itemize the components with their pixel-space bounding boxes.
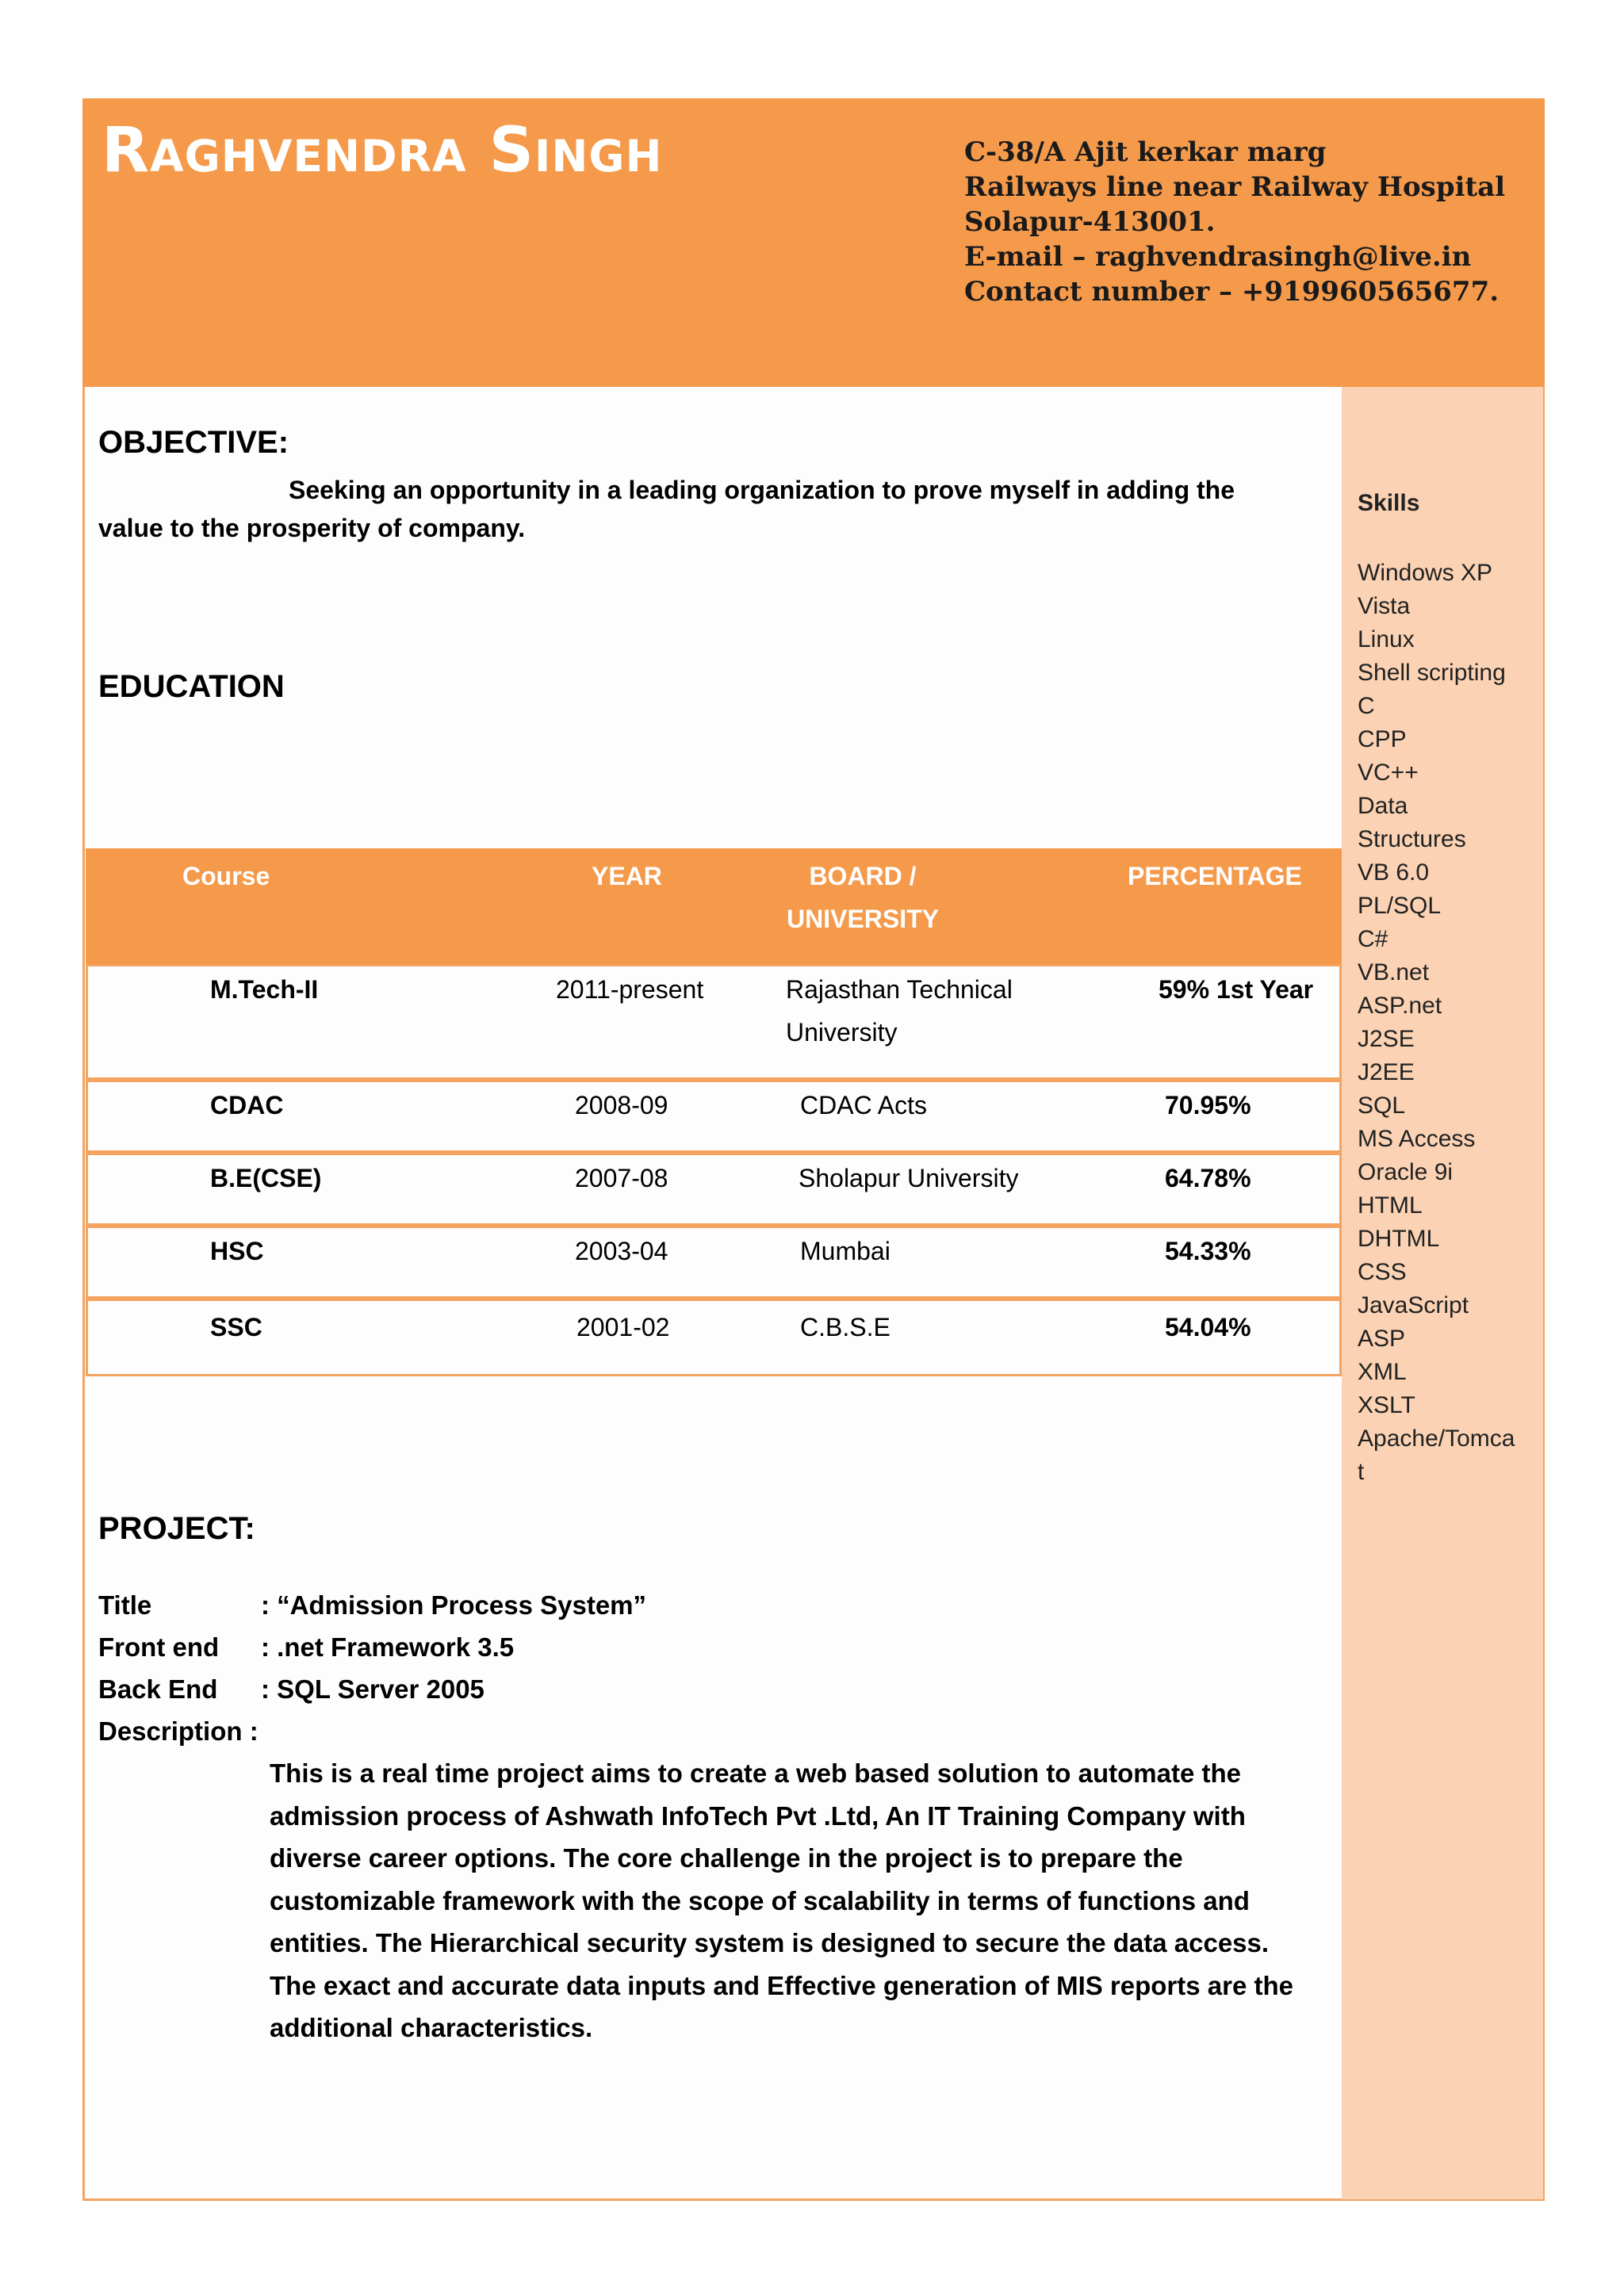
skill-item: Shell scripting (1358, 660, 1506, 686)
skill-item: XSLT (1358, 1392, 1415, 1418)
email-line: E-mail – raghvendrasingh@live.in (964, 241, 1472, 273)
skill-item: SQL (1358, 1093, 1406, 1119)
phone-line: Contact number – +919960565677. (964, 276, 1500, 308)
col-year: YEAR (592, 862, 662, 890)
project-description-label: Description (98, 1716, 243, 1746)
objective-text: Seeking an opportunity in a leading organization to prove myself in adding the value to the prosperity of company. (98, 476, 1235, 542)
project-description-text: This is a real time project aims to create a web based solution to automate the admission process of Ashwath InfoTech Pvt .Ltd, An IT Training Company with diverse career options. The core challenge in the project is to prepare the customizable framework with the scope of scalability in terms of functions and entities. The Hierarchical security system is designed to secure the data access. The exact and accurate data inputs and Effective generation of MIS reports are the additional characteristics. (270, 1758, 1293, 2042)
skill-item: J2SE (1358, 1026, 1415, 1052)
address-line-1: C-38/A Ajit kerkar marg (964, 136, 1327, 168)
skill-item: Structures (1358, 826, 1466, 852)
cell-course: M.Tech-II (210, 975, 319, 1004)
cell-course: HSC (210, 1237, 264, 1265)
cell-course: SSC (210, 1313, 262, 1341)
project-title-label: Title (98, 1590, 152, 1620)
project-heading: PROJECT: (98, 1511, 255, 1546)
skill-item: ASP (1358, 1326, 1406, 1352)
cell-percentage: 70.95% (1165, 1091, 1251, 1119)
cell-board: CDAC Acts (800, 1091, 928, 1119)
education-table-header (86, 848, 1342, 964)
project-backend-value: : SQL Server 2005 (261, 1674, 485, 1704)
skills-heading: Skills (1358, 490, 1420, 516)
candidate-name: Raghvendra Singh (102, 115, 663, 186)
cell-year: 2003-04 (575, 1237, 668, 1265)
cell-year: 2007-08 (575, 1164, 668, 1192)
col-percentage: PERCENTAGE (1128, 862, 1302, 890)
cell-percentage: 54.04% (1165, 1313, 1251, 1341)
cell-percentage: 54.33% (1165, 1237, 1251, 1265)
cell-percentage: 64.78% (1165, 1164, 1251, 1192)
project-frontend-label: Front end (98, 1632, 220, 1662)
skill-item: C# (1358, 926, 1388, 952)
cell-year: 2001-02 (576, 1313, 670, 1341)
table-row (86, 1299, 1342, 1376)
project-description-line (98, 1710, 646, 1752)
skill-item: PL/SQL (1358, 893, 1442, 919)
address-line-3: Solapur-413001. (964, 206, 1216, 238)
education-table (86, 848, 1342, 1376)
project-title-value: : “Admission Process System” (261, 1590, 647, 1620)
skill-item: Vista (1358, 593, 1411, 619)
skill-item: C (1358, 693, 1375, 719)
col-course: Course (182, 862, 270, 890)
skill-item: VB.net (1358, 959, 1430, 985)
skill-item: VC++ (1358, 760, 1419, 786)
skill-item: ASP.net (1358, 993, 1442, 1019)
skill-item: Apache/Tomca (1358, 1425, 1515, 1452)
project-details (98, 1584, 646, 1752)
cell-board: Rajasthan Technical University (786, 975, 1013, 1047)
project-backend-line (98, 1668, 646, 1710)
cell-course: B.E(CSE) (210, 1164, 322, 1192)
project-description-sep: : (242, 1716, 259, 1746)
skill-item: DHTML (1358, 1226, 1440, 1252)
cell-year: 2011-present (556, 975, 704, 1004)
address-line-2: Railways line near Railway Hospital (964, 171, 1506, 203)
col-board: BOARD / UNIVERSITY (786, 862, 940, 933)
skill-item: MS Access (1358, 1126, 1476, 1152)
cell-year: 2008-09 (575, 1091, 668, 1119)
skills-list (1358, 557, 1536, 1489)
objective-heading: OBJECTIVE: (98, 425, 289, 460)
skill-item: Data (1358, 793, 1408, 819)
skill-item: JavaScript (1358, 1292, 1469, 1318)
project-frontend-value: : .net Framework 3.5 (261, 1632, 515, 1662)
cell-board: Mumbai (800, 1237, 891, 1265)
table-row (86, 964, 1342, 1080)
table-row (86, 1080, 1342, 1153)
skill-item: Oracle 9i (1358, 1159, 1454, 1185)
skill-item: Windows XP (1358, 560, 1493, 586)
cell-percentage: 59% 1st Year (1159, 975, 1314, 1004)
skill-item: HTML (1358, 1192, 1423, 1219)
project-title-line (98, 1584, 646, 1626)
project-backend-label: Back End (98, 1674, 218, 1704)
cell-board: Sholapur University (799, 1164, 1019, 1192)
contact-block (964, 135, 1505, 309)
skill-item: t (1358, 1459, 1365, 1485)
cell-board: C.B.S.E (800, 1313, 891, 1341)
skill-item: J2EE (1358, 1059, 1415, 1085)
skill-item: CSS (1358, 1259, 1407, 1285)
education-heading: EDUCATION (98, 669, 285, 704)
table-row (86, 1153, 1342, 1226)
table-row (86, 1226, 1342, 1299)
skill-item: CPP (1358, 726, 1407, 752)
project-frontend-line (98, 1626, 646, 1668)
skill-item: XML (1358, 1359, 1407, 1385)
skill-item: VB 6.0 (1358, 859, 1430, 886)
cell-course: CDAC (210, 1091, 284, 1119)
skill-item: Linux (1358, 626, 1415, 652)
